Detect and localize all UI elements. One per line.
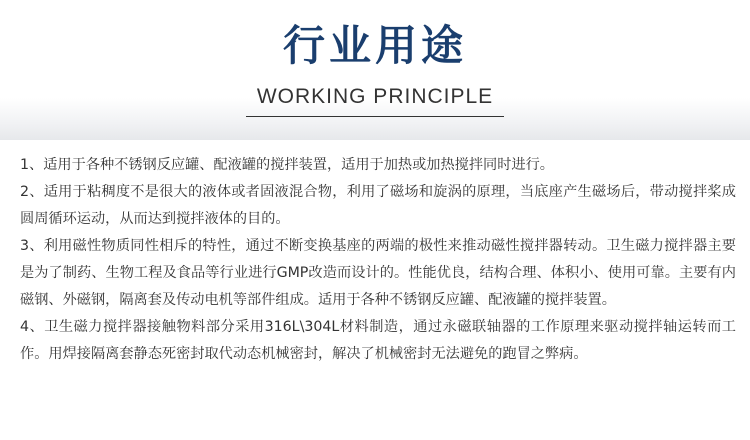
paragraph-2: 2、适用于粘稠度不是很大的液体或者固液混合物，利用了磁场和旋涡的原理，当底座产生磁场后，带动搅拌桨成圆周循环运动，从而达到搅拌液体的目的。 <box>20 184 736 227</box>
page-title: 行业用途 <box>282 21 467 70</box>
page-subtitle: WORKING PRINCIPLE <box>256 85 494 108</box>
paragraph-4: 4、卫生磁力搅拌器接触物料部分采用316L\304L材料制造，通过永磁联轴器的工作原理来驱动搅拌轴运转而工作。用焊接隔离套静态死密封取代动态机械密封，解决了机械密封无法避免的跑冒之弊病。 <box>20 319 736 362</box>
paragraph-3: 3、利用磁性物质同性相斥的特性，通过不断变换基座的两端的极性来推动磁性搅拌器转动。卫生磁力搅拌器主要是为了制药、生物工程及食品等行业进行GMP改造而设计的。性能优良，结构合理、体积小、使用可靠。主要有内磁钢、外磁钢，隔离套及传动电机等部件组成。适用于各种不锈钢反应罐、配液罐的搅拌装置。 <box>20 238 736 308</box>
paragraph-1: 1、适用于各种不锈钢反应罐、配液罐的搅拌装置，适用于加热或加热搅拌同时进行。 <box>20 157 554 173</box>
section-header <box>0 0 750 140</box>
description-body <box>20 152 736 368</box>
title-divider <box>246 116 504 117</box>
